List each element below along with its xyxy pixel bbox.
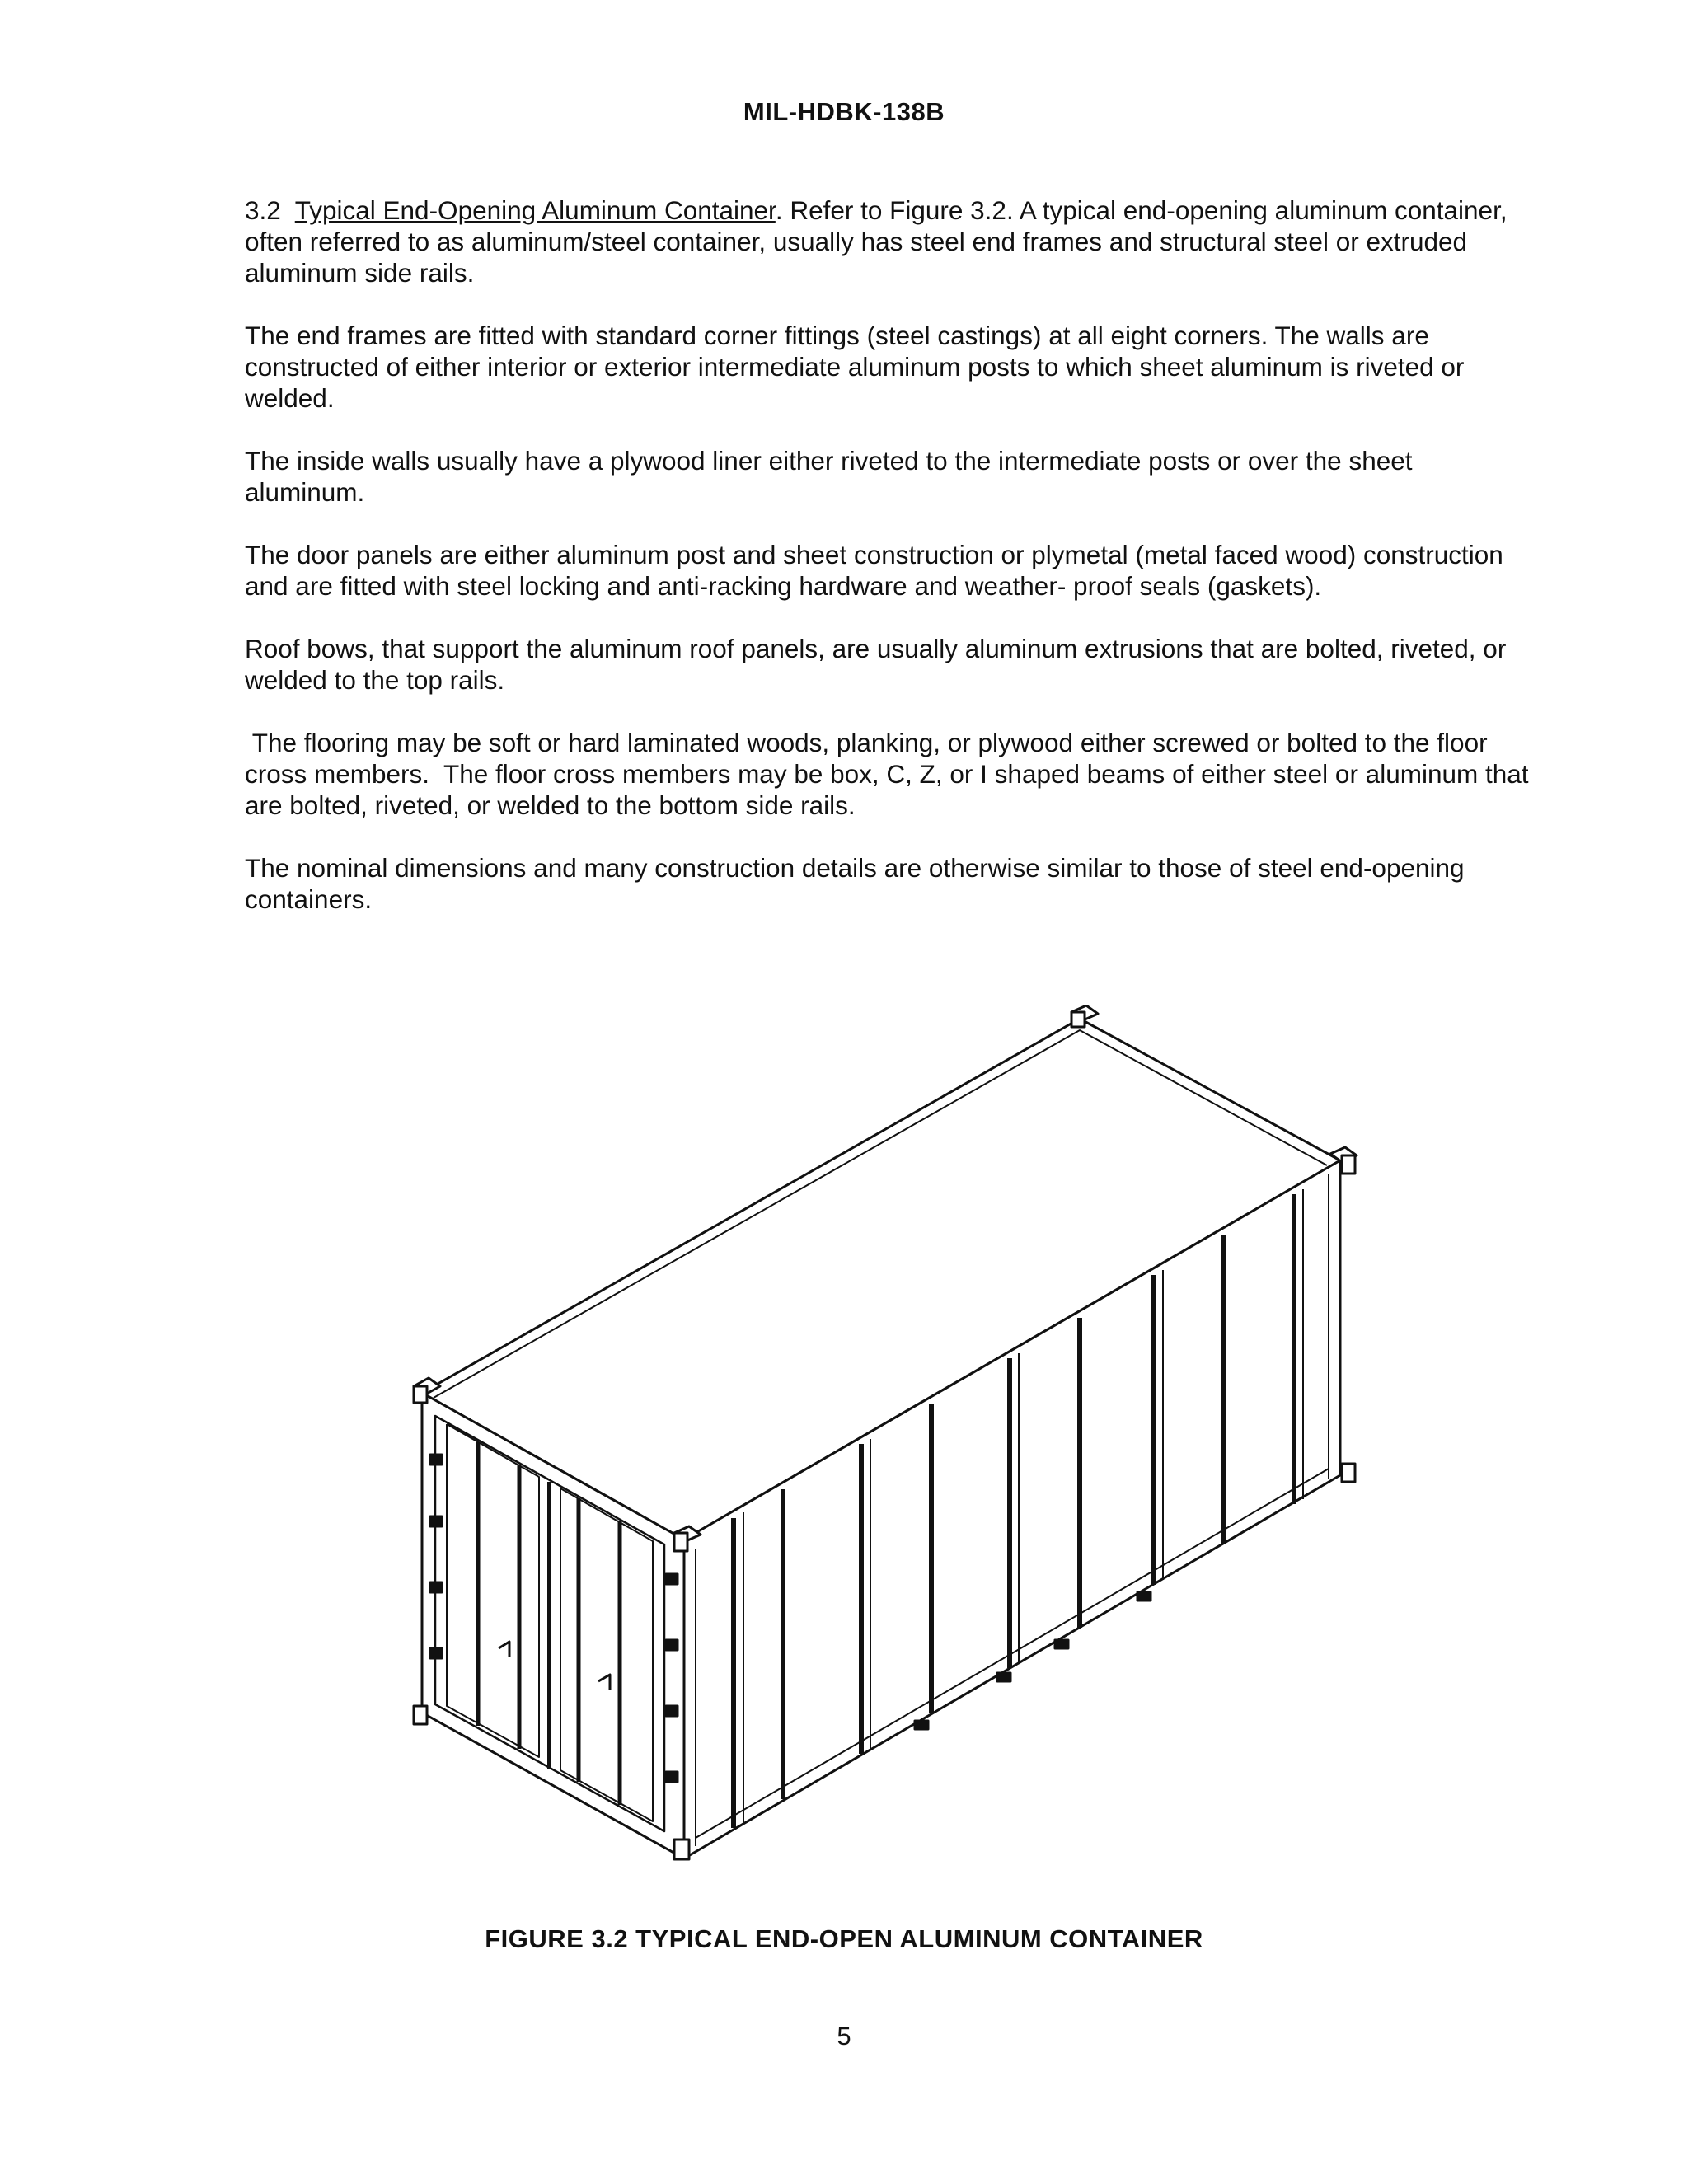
paragraph-door-panels: The door panels are either aluminum post and sheet construction or plymetal (metal faced wood) construction and are fitted with steel locking and anti-racking hardware and weather- proof seals (gaskets). [245, 540, 1503, 601]
page-number: 5 [837, 2022, 851, 2050]
container-illustration [404, 1005, 1376, 1863]
figure-caption: FIGURE 3.2 TYPICAL END-OPEN ALUMINUM CONTAINER [485, 1924, 1203, 1953]
paragraph-roof-bows: Roof bows, that support the aluminum roof panels, are usually aluminum extrusions that are bolted, riveted, or welded to the top rails. [245, 634, 1507, 695]
body-text [245, 194, 1536, 946]
section-number: 3.2 [245, 195, 281, 225]
paragraph-flooring: The flooring may be soft or hard laminated woods, planking, or plywood either screwed or bolted to the floor cross members. The floor cross members may be box, C, Z, or I shaped beams of either steel or aluminum that are bolted, riveted, or welded to the bottom side rails. [245, 728, 1536, 820]
section-intro: . Refer to Figure 3.2. A typical end-opening aluminum container, often referred to as aluminum/steel container, usually has steel end frames and structural steel or extruded aluminum side rails. [245, 195, 1507, 288]
document-header: MIL-HDBK-138B [743, 97, 945, 126]
section-paragraph [245, 194, 1531, 288]
paragraph-inside-walls: The inside walls usually have a plywood liner either riveted to the intermediate posts or over the sheet aluminum. [245, 446, 1413, 507]
paragraph-dimensions: The nominal dimensions and many construction details are otherwise similar to those of steel end-opening containers. [245, 853, 1465, 914]
paragraph-end-frames: The end frames are fitted with standard corner fittings (steel castings) at all eight corners. The walls are constructed of either interior or exterior intermediate aluminum posts to which sheet aluminum is riveted or welded. [245, 321, 1465, 413]
section-title: Typical End-Opening Aluminum Container [294, 195, 776, 225]
